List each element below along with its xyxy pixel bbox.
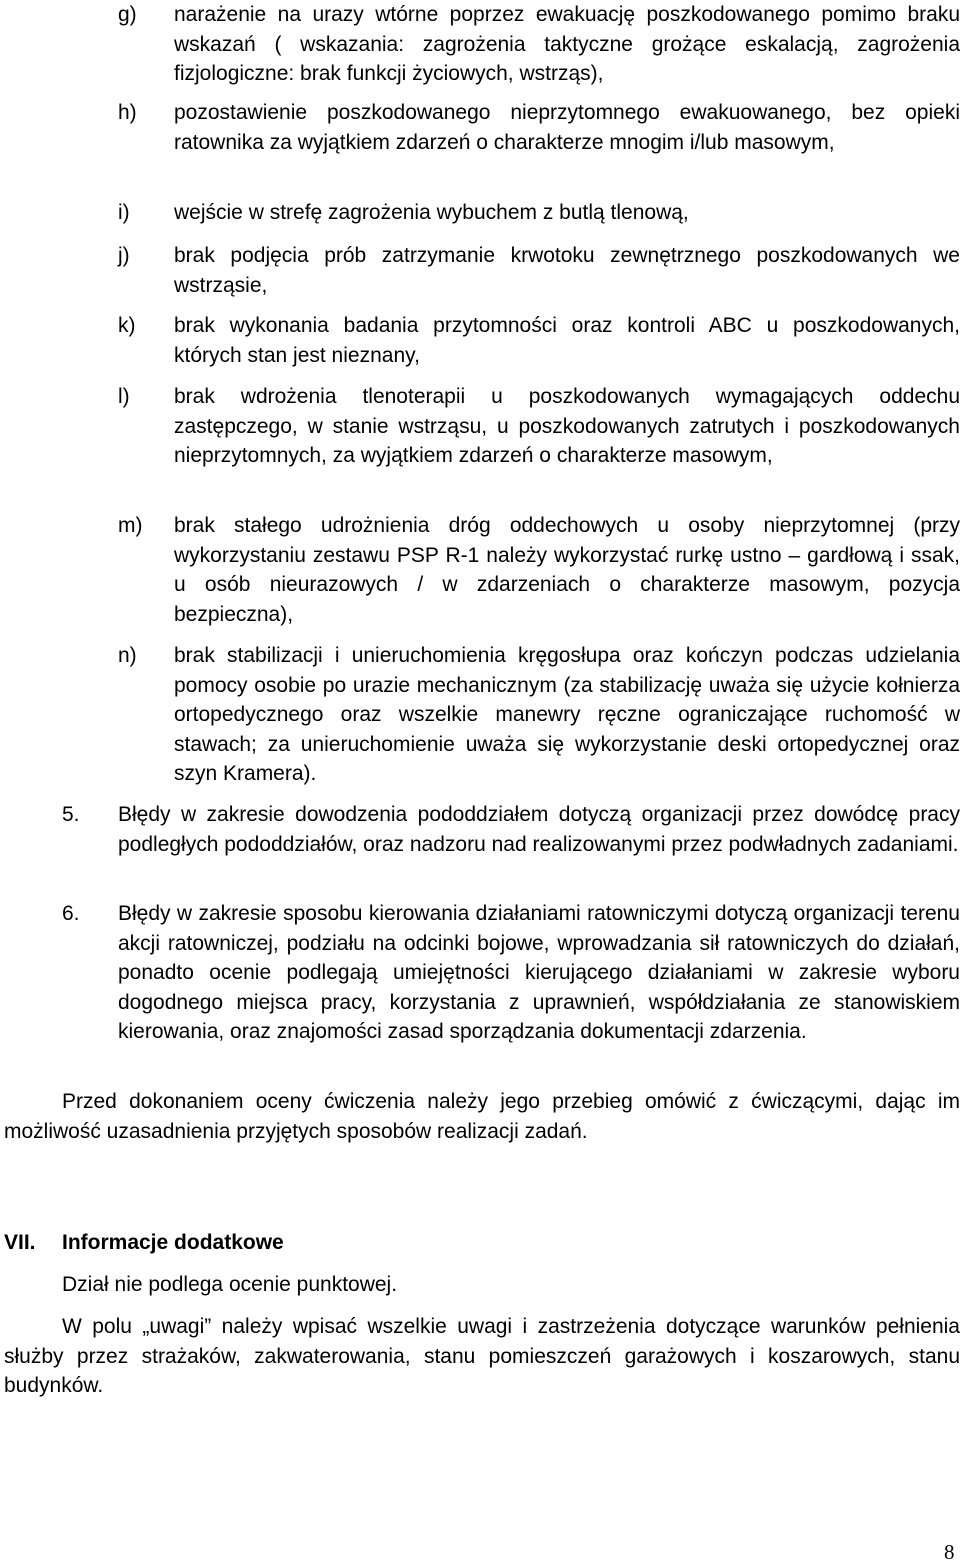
list-marker: g) (118, 3, 137, 26)
list-item-text: brak stałego udrożnienia dróg oddechowych u osoby nieprzytomnej (przy wykorzystaniu zestawu PSP R-1 należy wykorzystać rurkę ustno – gardłową i ssak, u osób nieurazowych / w zdarzeniach o charakterze masowym, pozycja bezpieczna), (174, 514, 960, 626)
numbered-marker: 5. (62, 803, 80, 826)
section-title: Informacje dodatkowe (62, 1231, 284, 1254)
list-marker: m) (118, 514, 143, 537)
list-item-text: brak wykonania badania przytomności oraz kontroli ABC u poszkodowanych, których stan jest nieznany, (174, 314, 960, 367)
list-item-m (118, 511, 960, 629)
list-marker: i) (118, 201, 130, 224)
section-paragraph: W polu „uwagi” należy wpisać wszelkie uwagi i zastrzeżenia dotyczące warunków pełnienia służby przez strażaków, zakwaterowania, stanu pomieszczeń garażowych i koszarowych, stanu budynków. (4, 1315, 960, 1397)
list-item-text: brak podjęcia prób zatrzymanie krwotoku zewnętrznego poszkodowanych we wstrząsie, (174, 244, 960, 297)
list-marker: l) (118, 385, 130, 408)
list-item-text: wejście w strefę zagrożenia wybuchem z butlą tlenową, (174, 201, 689, 224)
list-item-l (118, 382, 960, 471)
list-marker: h) (118, 101, 137, 124)
list-item-k (118, 311, 960, 370)
list-item-text: brak wdrożenia tlenoterapii u poszkodowanych wymagających oddechu zastępczego, w stanie wstrząsu, u poszkodowanych zatrutych i poszkodowanych nieprzytomnych, za wyjątkiem zdarzeń o charakterze masowym, (174, 385, 960, 467)
list-item-text: pozostawienie poszkodowanego nieprzytomnego ewakuowanego, bez opieki ratownika za wyjątkiem zdarzeń o charakterze mnogim i/lub masowym, (174, 101, 960, 154)
numbered-marker: 6. (62, 902, 80, 925)
list-item-j (118, 241, 960, 300)
list-item-n (118, 641, 960, 789)
section-note: Dział nie podlega ocenie punktowej. (62, 1273, 398, 1296)
section-number: VII. (4, 1231, 36, 1254)
page-number: 8 (944, 1540, 955, 1564)
section-heading (4, 1228, 284, 1258)
list-item-h (118, 98, 960, 157)
numbered-item-text: Błędy w zakresie dowodzenia pododdziałem dotyczą organizacji przez dowódcę pracy podległych pododdziałów, oraz nadzoru nad realizowanymi przez podwładnych zadaniami. (118, 803, 960, 856)
list-item-i (118, 198, 960, 228)
closing-paragraph: Przed dokonaniem oceny ćwiczenia należy jego przebieg omówić z ćwiczącymi, dając im możliwość uzasadnienia przyjętych sposobów realizacji zadań. (4, 1090, 960, 1143)
list-item-g (118, 0, 960, 89)
numbered-item-5 (62, 800, 960, 859)
numbered-item-6 (62, 899, 960, 1047)
list-marker: k) (118, 314, 136, 337)
list-marker: j) (118, 244, 130, 267)
list-item-text: narażenie na urazy wtórne poprzez ewakuację poszkodowanego pomimo braku wskazań ( wskazania: zagrożenia taktyczne grożące eskalacją, zagrożenia fizjologiczne: brak funkcji życiowych, wstrząs), (174, 3, 960, 85)
list-item-text: brak stabilizacji i unieruchomienia kręgosłupa oraz kończyn podczas udzielania pomocy osobie po urazie mechanicznym (za stabilizację uważa się użycie kołnierza ortopedycznego oraz wszelkie manewry ręczne ograniczające ruchomość w stawach; za unieruchomienie uważa się wykorzystanie deski ortopedycznej oraz szyn Kramera). (174, 644, 960, 785)
numbered-item-text: Błędy w zakresie sposobu kierowania działaniami ratowniczymi dotyczą organizacji terenu akcji ratowniczej, podziału na odcinki bojowe, wprowadzania sił ratowniczych do działań, ponadto ocenie podlegają umiejętności kierującego działaniami w zakresie wyboru dogodnego miejsca pracy, korzystania z uprawnień, współdziałania ze stanowiskiem kierowania, oraz znajomości zasad sporządzania dokumentacji zdarzenia. (118, 902, 960, 1043)
list-marker: n) (118, 644, 137, 667)
